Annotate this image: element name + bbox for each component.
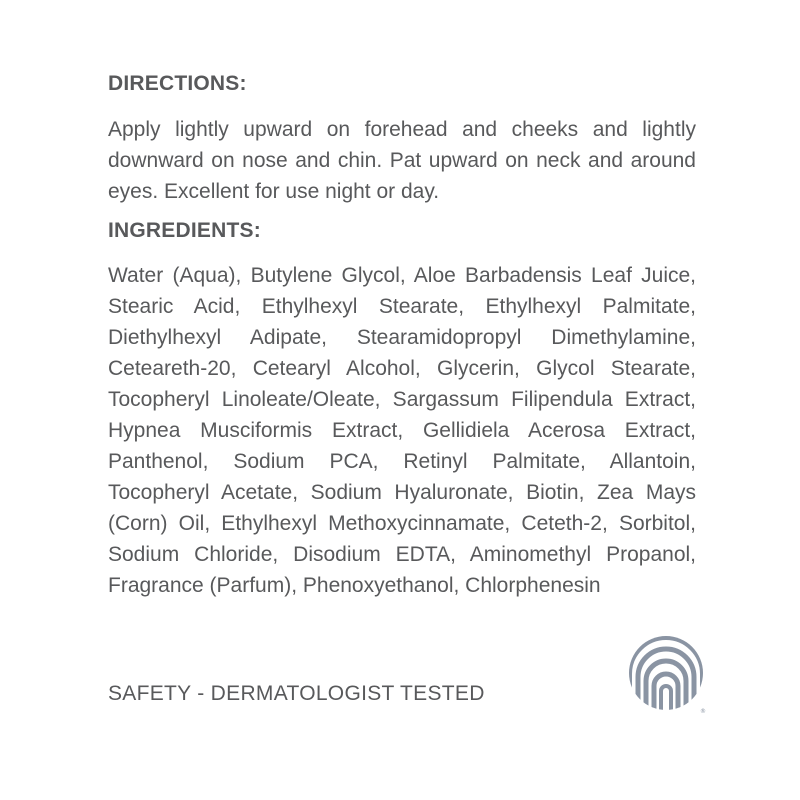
directions-text: Apply lightly upward on forehead and cheeks and lightly downward on nose and chin. Pat upward on neck and around eyes. Excellent for use night or day. bbox=[108, 118, 696, 203]
registered-mark: ® bbox=[700, 708, 706, 714]
ingredients-text: Water (Aqua), Butylene Glycol, Aloe Barbadensis Leaf Juice, Stearic Acid, Ethylhexyl Stearate, Ethylhexyl Palmitate, Diethylhexyl Adipate, Stearamidopropyl Dimethylamine, Ceteareth-20, Cetearyl Alcohol, Glycerin, Glycol Stearate, Tocopheryl Linoleate/Oleate, Sargassum Filipendula Extract, Hypnea Musciformis Extract, Gellidiela Acerosa Extract, Panthenol, Sodium PCA, Retinyl Palmitate, Allantoin, Tocopheryl Acetate, Sodium Hyaluronate, Biotin, Zea Mays (Corn) Oil, Ethylhexyl Methoxycinnamate, Ceteth-2, Sorbitol, Sodium Chloride, Disodium EDTA, Aminomethyl Propanol, Fragrance (Parfum), Phenoxyethanol, Chlorphenesin bbox=[108, 264, 696, 597]
safety-statement: SAFETY - DERMATOLOGIST TESTED bbox=[108, 682, 485, 705]
product-label-text bbox=[108, 70, 696, 601]
brand-logo-icon bbox=[626, 634, 706, 714]
directions-heading: DIRECTIONS: bbox=[108, 72, 247, 95]
ingredients-heading: INGREDIENTS: bbox=[108, 219, 261, 242]
